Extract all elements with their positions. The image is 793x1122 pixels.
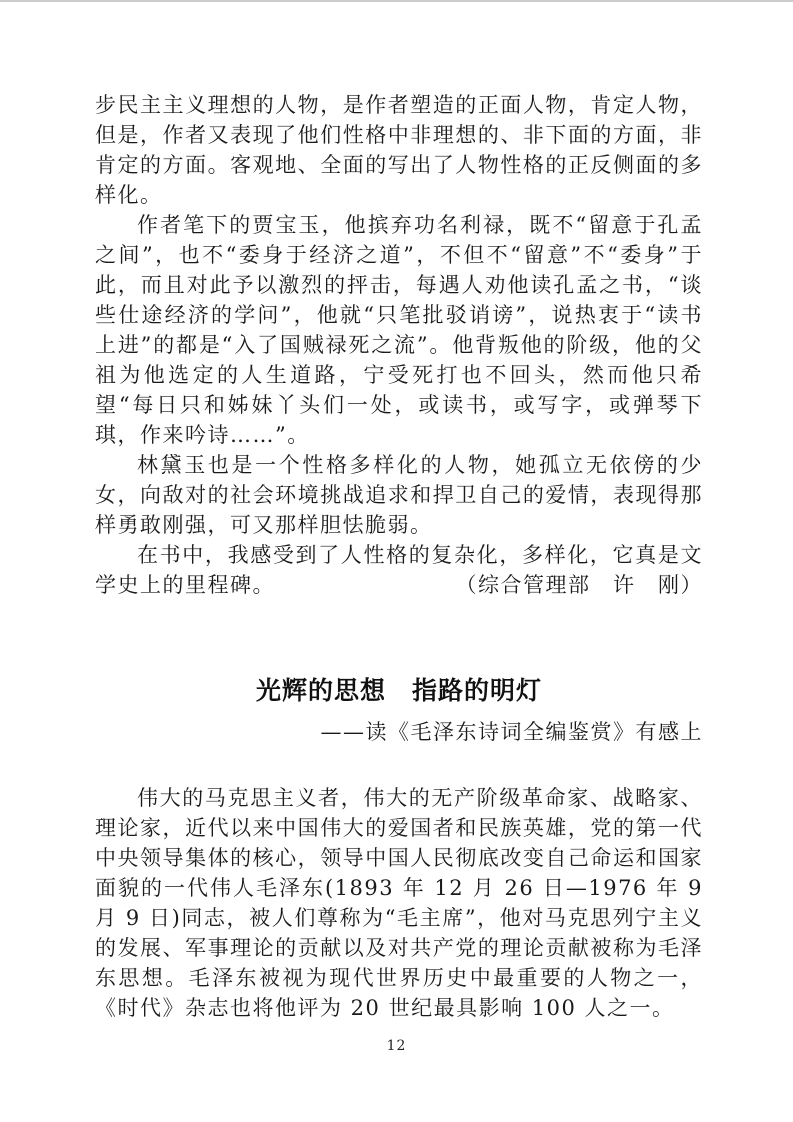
paragraph-closing — [95, 540, 703, 600]
article-subtitle: ——读《毛泽东诗词全编鉴赏》有感上 — [320, 720, 703, 744]
page-number: 12 — [386, 1038, 407, 1054]
paragraph-closing-text: 在书中，我感受到了人性格的复杂化，多样化，它真是文学史上的里程碑。 — [95, 543, 703, 597]
article-title: 光辉的思想 指路的明灯 — [255, 676, 542, 705]
scan-top-edge-line — [0, 0, 793, 2]
paragraph-lin-daiyu: 林黛玉也是一个性格多样化的人物，她孤立无依傍的少女，向敌对的社会环境挑战追求和捍卫自己的爱情，表现得那样勇敢刚强，可又那样胆怯脆弱。 — [95, 453, 703, 537]
article-mao-zedong-poems — [95, 674, 703, 1023]
paragraph-mao-intro: 伟大的马克思主义者，伟大的无产阶级革命家、战略家、理论家，近代以来中国伟大的爱国者和民族英雄，党的第一代中央领导集体的核心，领导中国人民彻底改变自己命运和国家面貌的一代伟人毛泽东(1893 年 12 月 26 日—1976 年 9 月 9 日)同志，被人们尊称为“毛主席”，他对马克思列宁主义的发展、军事理论的贡献以及对共产党的理论贡献被称为毛泽东思想。毛泽东被视为现代世界历史中最重要的人物之一，《时代》杂志也将他评为 20 世纪最具影响 100 人之一。 — [95, 786, 703, 1020]
author-attribution: （综合管理部 许 刚） — [455, 573, 703, 597]
paragraph-continued-from-previous-page: 步民主主义理想的人物，是作者塑造的正面人物，肯定人物，但是，作者又表现了他们性格中非理想的、非下面的方面，非肯定的方面。客观地、全面的写出了人物性格的正反侧面的多样化。 — [95, 93, 703, 207]
article-hongloumeng-reading-notes — [95, 90, 703, 600]
paragraph-jia-baoyu: 作者笔下的贾宝玉，他摈弃功名利禄，既不“留意于孔孟之间”，也不“委身于经济之道”，不但不“留意”不“委身”于此，而且对此予以激烈的抨击，每遇人劝他读孔孟之书，“谈些仕途经济的学问”，他就“只笔批驳诮谤”，说热衷于“读书上进”的都是“入了国贼禄死之流”。他背叛他的阶级，他的父祖为他选定的人生道路，宁受死打也不回头，然而他只希望“每日只和姊妹丫头们一处，或读书，或写字，或弹琴下琪，作来吟诗……”。 — [95, 213, 703, 447]
page-content — [95, 90, 703, 1023]
